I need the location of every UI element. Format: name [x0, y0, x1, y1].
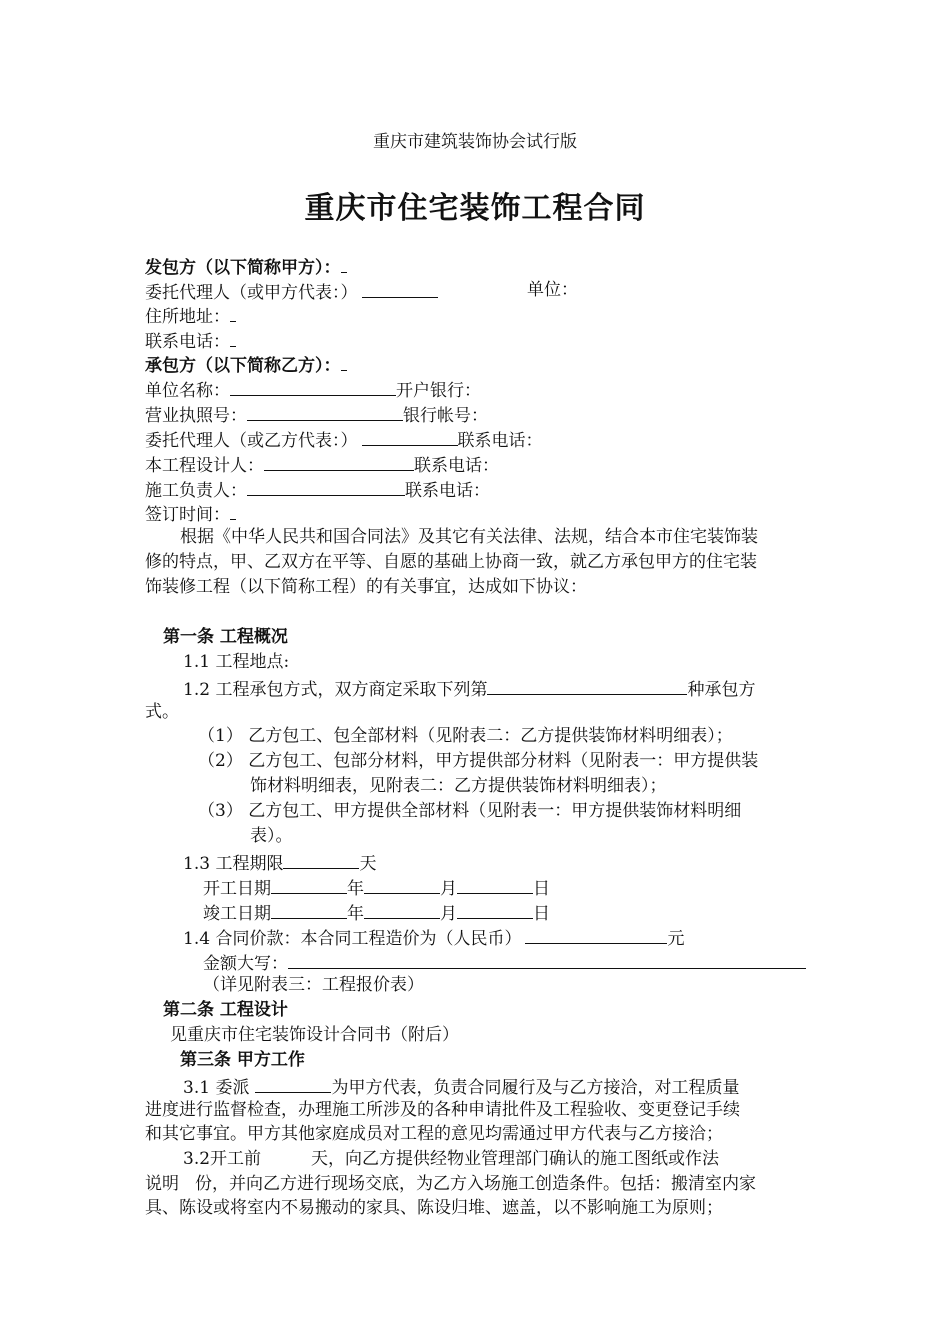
attachment-3-note: （详见附表三：工程报价表）	[203, 975, 424, 995]
clause-3-2: 3.2开工前 天，向乙方提供经物业管理部门确认的施工图纸或作法	[183, 1149, 720, 1169]
start-year-blank	[271, 875, 347, 894]
option-3-cont: 表）。	[250, 826, 293, 846]
party-b-blank	[341, 352, 347, 371]
amount-words-line: 金额大写：	[203, 950, 806, 975]
start-day-blank	[457, 875, 533, 894]
party-a-unit: 单位：	[527, 280, 578, 300]
start-month-blank	[364, 875, 440, 894]
end-month-blank	[364, 900, 440, 919]
party-b-unit-line: 单位名称： 开户银行：	[145, 377, 481, 402]
document-subtitle: 重庆市建筑装饰协会试行版	[373, 132, 577, 152]
duration-blank	[283, 850, 359, 869]
article-3-heading: 第三条 甲方工作	[180, 1050, 305, 1070]
party-a-agent-blank	[362, 279, 438, 298]
unit-name-blank	[230, 377, 396, 396]
address-blank	[230, 303, 236, 322]
article-2-heading: 第二条 工程设计	[163, 1000, 288, 1020]
party-b-license-line: 营业执照号： 银行帐号：	[145, 402, 488, 427]
clause-1-4: 1.4 合同价款：本合同工程造价为（人民币） 元	[183, 925, 684, 950]
clause-3-1: 3.1 委派 为甲方代表，负责合同履行及与乙方接洽，对工程质量	[183, 1074, 739, 1099]
sign-time-blank	[230, 501, 236, 520]
party-a-address: 住所地址：	[145, 303, 236, 328]
contract-mode-blank	[487, 676, 687, 695]
party-b-agent-line: 委托代理人（或乙方代表：） 联系电话：	[145, 427, 543, 452]
option-2: （2） 乙方包工、包部分材料，甲方提供部分材料（见附表一：甲方提供装	[198, 751, 759, 771]
party-a-heading: 发包方（以下简称甲方）：	[145, 254, 347, 279]
clause-3-2-cont-2: 具、陈设或将室内不易搬动的家具、陈设归堆、遮盖，以不影响施工为原则；	[145, 1198, 723, 1218]
intro-line-2: 修的特点，甲、乙双方在平等、自愿的基础上协商一致，就乙方承包甲方的住宅装	[145, 552, 757, 572]
designer-line: 本工程设计人： 联系电话：	[145, 452, 499, 477]
price-blank	[525, 925, 667, 944]
option-1: （1） 乙方包工、包全部材料（见附表二：乙方提供装饰材料明细表）；	[198, 726, 733, 746]
clause-1-3: 1.3 工程期限 天	[183, 850, 376, 875]
start-date-line: 开工日期 年 月 日	[203, 875, 550, 900]
party-a-phone: 联系电话：	[145, 328, 236, 353]
article-1-heading: 第一条 工程概况	[163, 627, 288, 647]
document-title: 重庆市住宅装饰工程合同	[304, 191, 646, 226]
clause-1-1: 1.1 工程地点:	[183, 652, 290, 672]
party-b-heading: 承包方（以下简称乙方）：	[145, 352, 347, 377]
party-a-blank	[341, 254, 347, 273]
option-3: （3） 乙方包工、甲方提供全部材料（见附表一：甲方提供装饰材料明细	[198, 801, 742, 821]
option-2-cont: 饰材料明细表，见附表二：乙方提供装饰材料明细表）；	[250, 776, 667, 796]
clause-3-1-cont-1: 进度进行监督检查，办理施工所涉及的各种申请批件及工程验收、变更登记手续	[145, 1100, 740, 1120]
manager-line: 施工负责人： 联系电话：	[145, 477, 490, 502]
clause-1-2: 1.2 工程承包方式，双方商定采取下列第 种承包方	[183, 676, 755, 701]
clause-1-2-cont: 式。	[145, 702, 179, 722]
end-date-line: 竣工日期 年 月 日	[203, 900, 550, 925]
designer-blank	[264, 452, 414, 471]
intro-line-3: 饰装修工程（以下简称工程）的有关事宜，达成如下协议：	[145, 577, 587, 597]
representative-blank	[255, 1074, 331, 1093]
party-b-agent-blank	[362, 427, 458, 446]
license-blank	[247, 402, 403, 421]
sign-time-line: 签订时间：	[145, 501, 236, 526]
phone-blank	[230, 328, 236, 347]
article-2-text: 见重庆市住宅装饰设计合同书（附后）	[170, 1025, 459, 1045]
end-year-blank	[271, 900, 347, 919]
clause-3-1-cont-2: 和其它事宜。甲方其他家庭成员对工程的意见均需通过甲方代表与乙方接洽；	[145, 1124, 723, 1144]
clause-3-2-cont-1: 说明 份，并向乙方进行现场交底，为乙方入场施工创造条件。包括：搬清室内家	[145, 1174, 756, 1194]
manager-blank	[247, 477, 405, 496]
amount-words-blank	[288, 950, 806, 969]
end-day-blank	[457, 900, 533, 919]
intro-line-1: 根据《中华人民共和国合同法》及其它有关法律、法规，结合本市住宅装饰装	[180, 527, 758, 547]
party-a-agent-line: 委托代理人（或甲方代表：）	[145, 279, 438, 304]
